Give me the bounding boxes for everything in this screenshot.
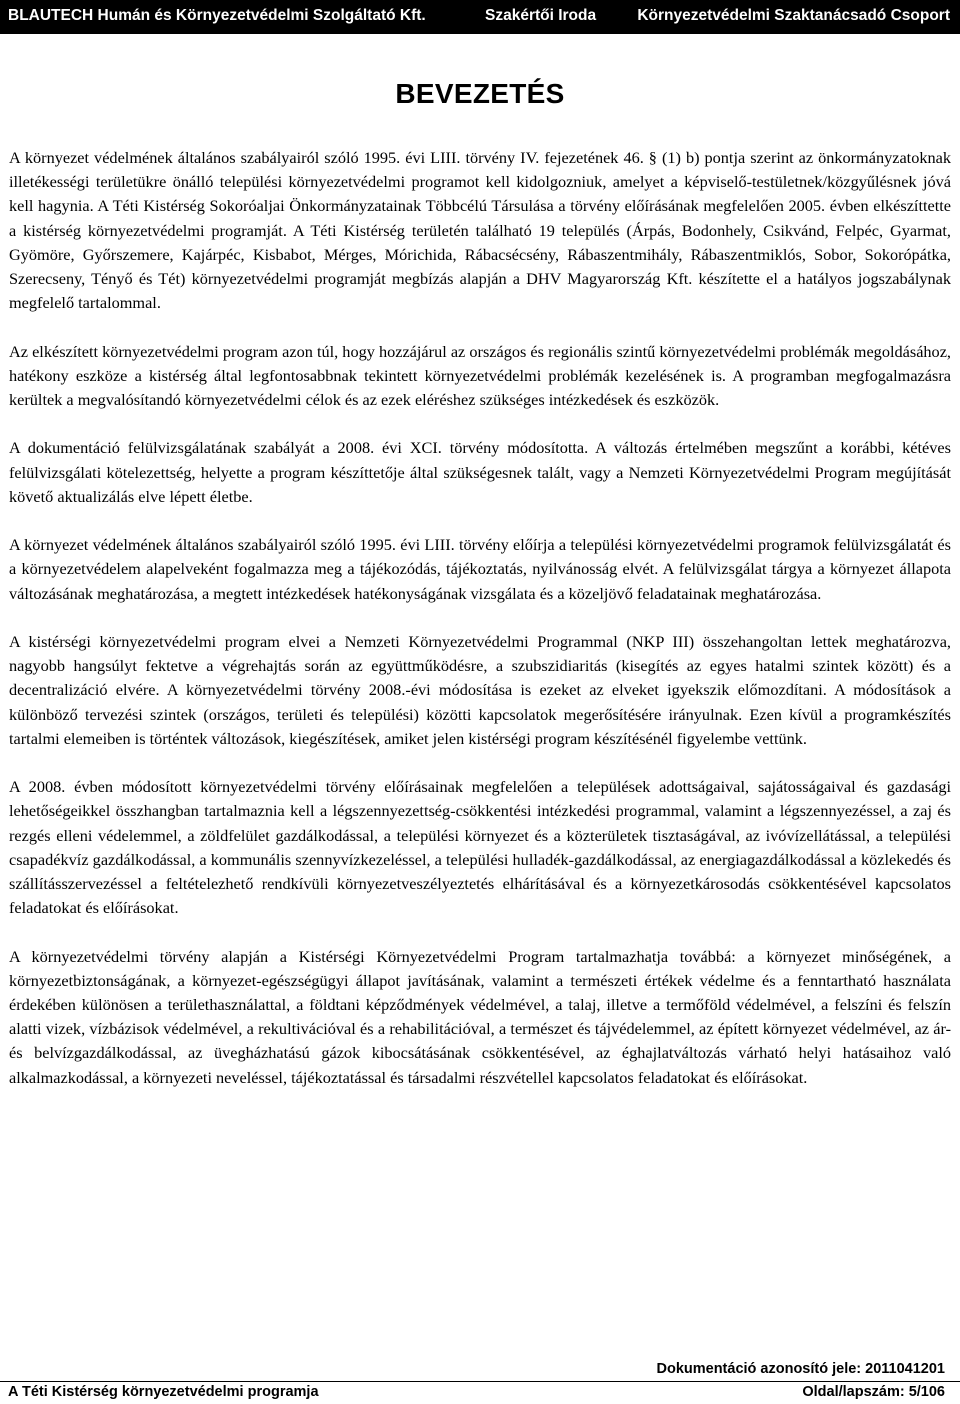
footer-document-id: Dokumentáció azonosító jele: 2011041201 bbox=[656, 1361, 945, 1377]
page-footer bbox=[0, 1360, 960, 1404]
footer-page-number: Oldal/lapszám: 5/106 bbox=[802, 1384, 945, 1400]
paragraph: A kistérségi környezetvédelmi program elvei a Nemzeti Környezetvédelmi Programmal (NKP III) összehangoltan lettek meghatározva, nagyobb hangsúlyt fektetve a végrehajtás során az együttműködésre, a szubszidiaritás (kisegítés az egyes hatalmi szintek között) és a decentralizáció elvére. A környezetvédelmi törvény 2008.-évi módosítása is ezeket az elveket igyekszik előmozdítani. A módosítások a különböző tervezési szintek (országos, területi és települési) közötti kapcsolatok megerősítésére irányulnak. Ezen kívül a programkészítés tartalmi elemeiben is történtek változások, kiegészítések, amiket jelen kistérségi program készítésénél figyelembe vettünk. bbox=[9, 632, 951, 748]
header-office: Szakértői Iroda bbox=[485, 7, 597, 24]
footer-divider bbox=[0, 1381, 960, 1382]
document-body bbox=[9, 146, 951, 1114]
paragraph: A dokumentáció felülvizsgálatának szabályát a 2008. évi XCI. törvény módosította. A változás értelmében megszűnt a korábbi, kétéves felülvizsgálati kötelezettség, helyette a program készíttetője által szükségesnek talált, vagy a Nemzeti Környezetvédelmi Program megújítását követő aktualizálás elve lépett életbe. bbox=[9, 438, 951, 506]
paragraph: A 2008. évben módosított környezetvédelmi törvény előírásainak megfelelően a települések adottságaival, sajátosságaival és gazdasági lehetőségeikkel összhangban tartalmaznia kell a légszennyezettség-csökkentési intézkedési programmal, valamint a légszennyezéssel, a zaj és rezgés elleni védelemmel, a zöldfelület gazdálkodással, a települési környezet és a közterületek tisztaságával, az ivóvízellátással, a települési csapadékvíz gazdálkodással, a kommunális szennyvízkezeléssel, a települési hulladék-gazdálkodással, az energiagazdálkodással a közlekedés és szállításszervezéssel a feltételezhető rendkívüli környezetveszélyeztetés elhárításával és a környezetkárosodás csökkentésével kapcsolatos feladatokat és előírásokat. bbox=[9, 777, 951, 918]
paragraph: A környezet védelmének általános szabályairól szóló 1995. évi LIII. törvény előírja a települési környezetvédelmi programok felülvizsgálatát és a környezetvédelem alapelveként fogalmazza meg a tájékozódás, tájékoztatás, nyilvánosság elvét. A felülvizsgálat tárgya a környezet állapota változásának meghatározása, a megtett intézkedések hatékonyságának vizsgálata és a közeljövő feladatainak meghatározása. bbox=[9, 535, 951, 603]
page-header bbox=[0, 0, 960, 34]
header-company: BLAUTECH Humán és Környezetvédelmi Szolgáltató Kft. bbox=[8, 7, 426, 24]
paragraph: A környezetvédelmi törvény alapján a Kistérségi Környezetvédelmi Program tartalmazhatja továbbá: a környezet minőségének, a környezetbiztonságának, a környezet-egészségügyi állapot javításának, valamint a természeti értékek védelme és a fenntartható használata érdekében különösen a területhasználattal, a földtani képződmények védelmével, a talaj, illetve a termőföld védelmével, a felszíni és felszín alatti vizek, vízbázisok védelmével, a rekultivációval és a rehabilitációval, a természet és tájvédelemmel, az épített környezet védelmével, az ár- és belvízgazdálkodással, az üvegházhatású gázok kibocsátásának csökkentésével, az éghajlatváltozás várható helyi hatásaihoz való alkalmazkodással, a környezeti neveléssel, tájékoztatással és társadalmi részvétellel kapcsolatos feladatokat és előírásokat. bbox=[9, 946, 951, 1087]
footer-program-title: A Téti Kistérség környezetvédelmi programja bbox=[8, 1384, 319, 1400]
header-group: Környezetvédelmi Szaktanácsadó Csoport bbox=[637, 7, 950, 24]
paragraph: A környezet védelmének általános szabályairól szóló 1995. évi LIII. törvény IV. fejezetének 46. § (1) b) pontja szerint az önkormányzatoknak illetékességi területükre önálló települési környezetvédelmi programot kell kidolgozniuk, amelyet a képviselő-testületnek/közgyűlésnek jóvá kell hagynia. A Téti Kistérség Sokoróaljai Önkormányzatainak Többcélú Társulása a törvény előírásának megfelelően 2005. évben elkészíttette a kistérség környezetvédelmi programját. A Téti Kistérség területén található 19 település (Árpás, Bodonhely, Csikvánd, Felpéc, Gyarmat, Gyömöre, Győrszemere, Kajárpéc, Kisbabot, Mérges, Mórichida, Rábacsécsény, Rábaszentmihály, Rábaszentmiklós, Sobor, Sokorópátka, Szerecseny, Tényő és Tét) környezetvédelmi programját megbízás alapján a DHV Magyarország Kft. készítette el a hatályos jogszabálynak megfelelő tartalommal. bbox=[9, 148, 951, 313]
page-title: BEVEZETÉS bbox=[395, 78, 565, 109]
paragraph: Az elkészített környezetvédelmi program azon túl, hogy hozzájárul az országos és regionális szintű környezetvédelmi problémák megoldásához, hatékony eszköze a kistérség által legfontosabbnak tekintett környezetvédelmi problémák kezelésének is. A programban megfogalmazásra kerültek a megvalósítandó környezetvédelmi célok és az ezek eléréshez szükséges intézkedések és eszközök. bbox=[9, 341, 951, 410]
